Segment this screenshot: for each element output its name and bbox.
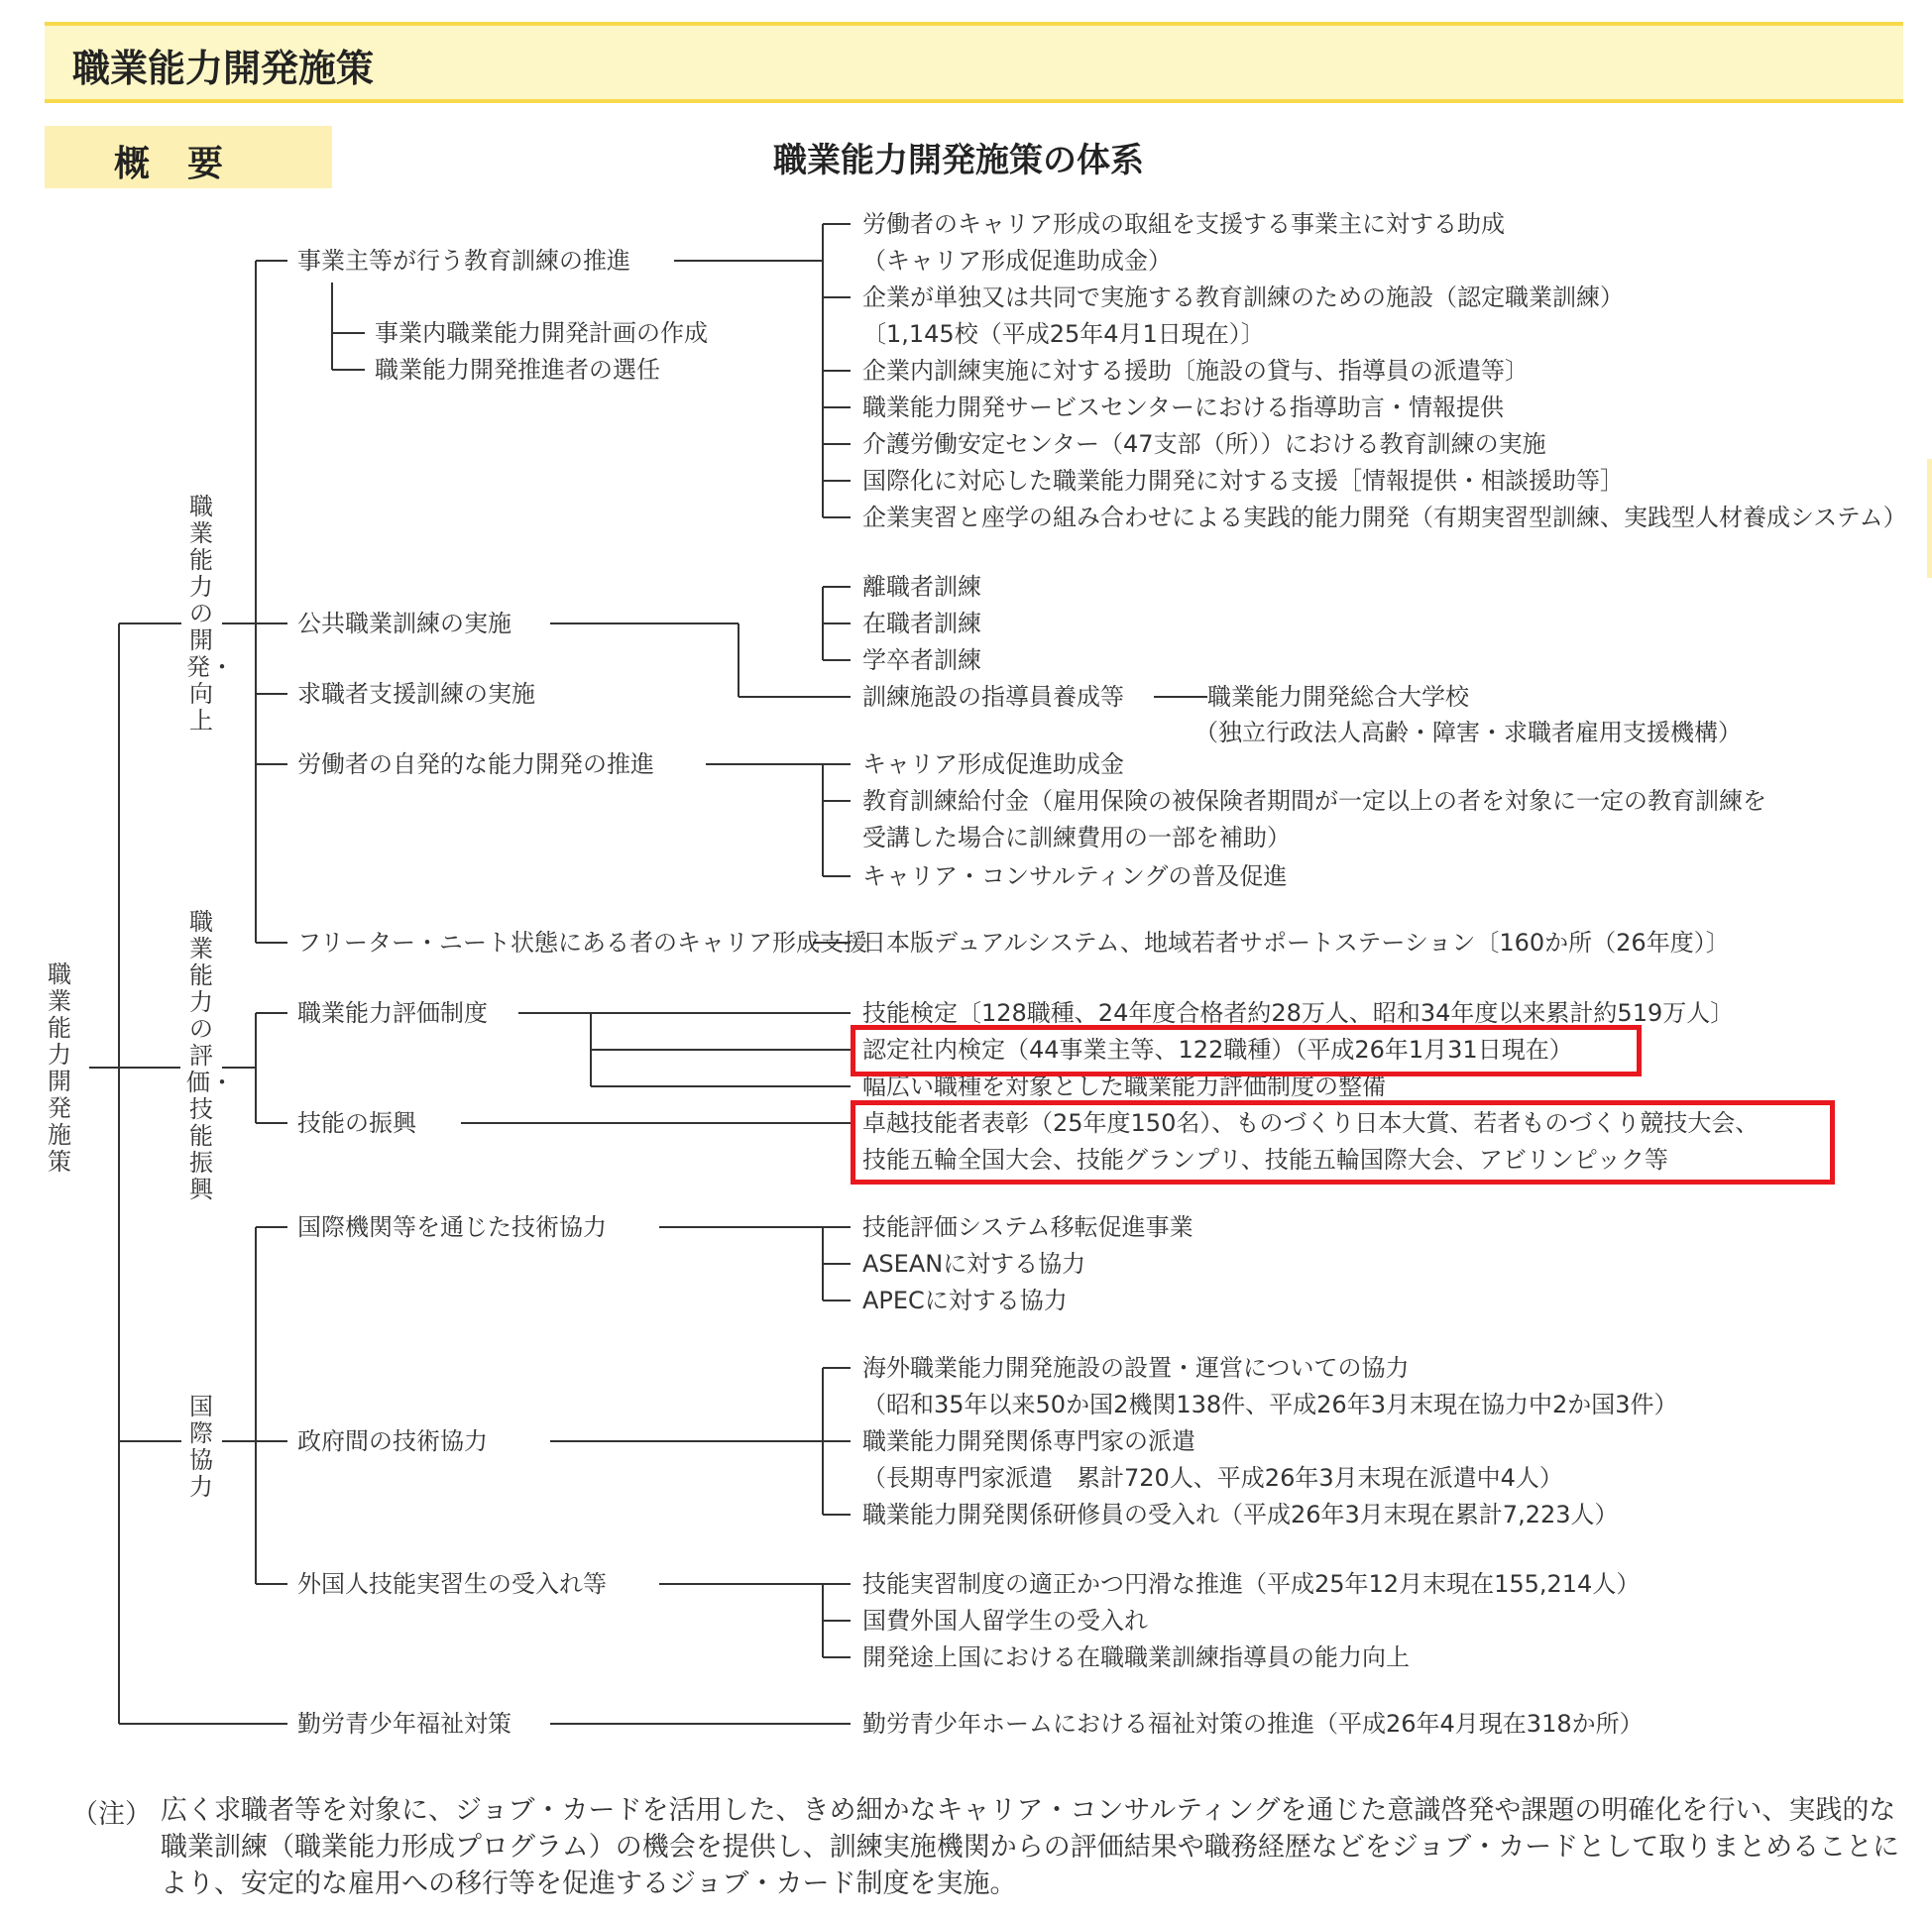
detail-apec: APECに対する協力 (862, 1287, 1068, 1314)
detail-practical-development: 企業実習と座学の組み合わせによる実践的能力開発（有期実習型訓練、実践型人材養成システム） (862, 504, 1907, 531)
detail-career-subsidy: キャリア形成促進助成金 (862, 750, 1124, 778)
note-mark: （注） (71, 1799, 152, 1830)
item-foreign-trainees: 外国人技能実習生の受入れ等 (297, 1570, 607, 1598)
detail-expert-dispatch-2: （長期専門家派遣 累計720人、平成26年3月末現在派遣中4人） (862, 1464, 1563, 1492)
detail-education-benefit-2: 受講した場合に訓練費用の一部を補助） (862, 824, 1291, 851)
detail-overseas-facility-2: （昭和35年以来50か国2機関138件、平成26年3月末現在協力中2か国3件） (862, 1391, 1678, 1418)
note-text: 広く求職者等を対象に、ジョブ・カードを活用した、きめ細かなキャリア・コンサルティングを通じた意識啓発や課題の明確化を行い、実践的な職業訓練（職業能力形成プログラム）の機会を提供し、訓練実施機関からの評価結果や職務経歴などをジョブ・カードとして取りまとめることにより、安定的な雇用への移行等を促進するジョブ・カード制度を実施。 (161, 1795, 1900, 1899)
item-employer-training: 事業主等が行う教育訓練の推進 (297, 247, 630, 275)
category-development: 職業能力の開発・向上 (186, 493, 234, 735)
page-edge-tab (1927, 459, 1932, 578)
detail-care-center: 介護労働安定センター（47支部（所））における教育訓練の実施 (862, 430, 1546, 458)
detail-expert-dispatch-1: 職業能力開発関係専門家の派遣 (862, 1427, 1195, 1455)
detail-skill-test: 技能検定〔128職種、24年度合格者約28万人、昭和34年度以来累計約519万人〕 (862, 999, 1735, 1027)
item-plan-creation: 事業内職業能力開発計画の作成 (375, 319, 708, 347)
detail-graduate-training: 学卒者訓練 (862, 646, 981, 674)
detail-tech-intern: 技能実習制度の適正かつ円滑な推進（平成25年12月末現在155,214人） (862, 1570, 1641, 1598)
detail-foreign-students: 国費外国人留学生の受入れ (862, 1607, 1148, 1635)
detail-university-org: （独立行政法人高齢・障害・求職者雇用支援機構） (1194, 719, 1742, 746)
item-freeter-support: フリーター・ニート状態にある者のキャリア形成支援 (297, 929, 868, 957)
item-intl-org-cooperation: 国際機関等を通じた技術協力 (297, 1213, 607, 1241)
detail-service-center: 職業能力開発サービスセンターにおける指導助言・情報提供 (862, 394, 1505, 421)
detail-overseas-facility-1: 海外職業能力開発施設の設置・運営についての協力 (862, 1354, 1410, 1382)
detail-dual-system: 日本版デュアルシステム、地域若者サポートステーション〔160か所（26年度）〕 (862, 929, 1730, 957)
detail-awards-1: 卓越技能者表彰（25年度150名）、ものづくり日本大賞、若者ものづくり競技大会、 (862, 1109, 1760, 1137)
detail-in-house-test: 認定社内検定（44事業主等、122職種）（平成26年1月31日現在） (862, 1036, 1573, 1064)
detail-career-subsidy-2: （キャリア形成促進助成金） (862, 247, 1172, 275)
detail-awards-2: 技能五輪全国大会、技能グランプリ、技能五輪国際大会、アビリンピック等 (862, 1146, 1668, 1174)
root-label: 職業能力開発施策 (48, 961, 71, 1176)
detail-skill-eval-transfer: 技能評価システム移転促進事業 (862, 1213, 1193, 1241)
detail-asean: ASEANに対する協力 (862, 1250, 1086, 1278)
detail-unemployed-training: 離職者訓練 (862, 573, 981, 601)
detail-instructor-training: 訓練施設の指導員養成等 (862, 683, 1124, 711)
item-public-training: 公共職業訓練の実施 (297, 610, 511, 637)
detail-youth-home: 勤労青少年ホームにおける福祉対策の推進（平成26年4月現在318か所） (862, 1710, 1644, 1738)
item-govt-cooperation: 政府間の技術協力 (297, 1427, 488, 1455)
detail-broad-evaluation: 幅広い職種を対象とした職業能力評価制度の整備 (862, 1073, 1386, 1100)
page-title: 職業能力開発施策 (72, 47, 375, 90)
detail-career-consulting: キャリア・コンサルティングの普及促進 (862, 862, 1288, 890)
detail-internationalization: 国際化に対応した職業能力開発に対する支援［情報提供・相談援助等］ (862, 467, 1624, 495)
item-promoter-selection: 職業能力開発推進者の選任 (375, 356, 660, 384)
detail-in-house-support: 企業内訓練実施に対する援助〔施設の貸与、指導員の派遣等〕 (862, 357, 1529, 385)
item-jobseeker-training: 求職者支援訓練の実施 (297, 680, 535, 708)
item-voluntary-development: 労働者の自発的な能力開発の推進 (297, 750, 654, 778)
detail-trainee-acceptance: 職業能力開発関係研修員の受入れ（平成26年3月末現在累計7,223人） (862, 1501, 1619, 1528)
item-evaluation-system: 職業能力評価制度 (297, 999, 488, 1027)
detail-career-subsidy-1: 労働者のキャリア形成の取組を支援する事業主に対する助成 (862, 210, 1505, 238)
category-evaluation: 職業能力の評価・技能振興 (186, 908, 234, 1203)
item-youth-welfare: 勤労青少年福祉対策 (297, 1710, 511, 1738)
highlight-in-house-test (851, 1025, 1642, 1076)
detail-education-benefit-1: 教育訓練給付金（雇用保険の被保険者期間が一定以上の者を対象に一定の教育訓練を (862, 787, 1766, 815)
detail-developing-instructors: 開発途上国における在職職業訓練指導員の能力向上 (862, 1643, 1410, 1671)
overview-label: 概要 (114, 144, 262, 184)
category-cooperation: 国際協力 (189, 1393, 213, 1501)
item-skill-promotion: 技能の振興 (297, 1109, 416, 1137)
detail-employed-training: 在職者訓練 (862, 610, 981, 637)
diagram-title: 職業能力開発施策の体系 (773, 141, 1144, 180)
detail-university: 職業能力開発総合大学校 (1207, 683, 1469, 711)
detail-certified-training-1: 企業が単独又は共同で実施する教育訓練のための施設（認定職業訓練） (862, 283, 1624, 311)
highlight-awards (851, 1100, 1835, 1185)
detail-certified-training-2: 〔1,145校（平成25年4月1日現在）〕 (862, 320, 1265, 348)
